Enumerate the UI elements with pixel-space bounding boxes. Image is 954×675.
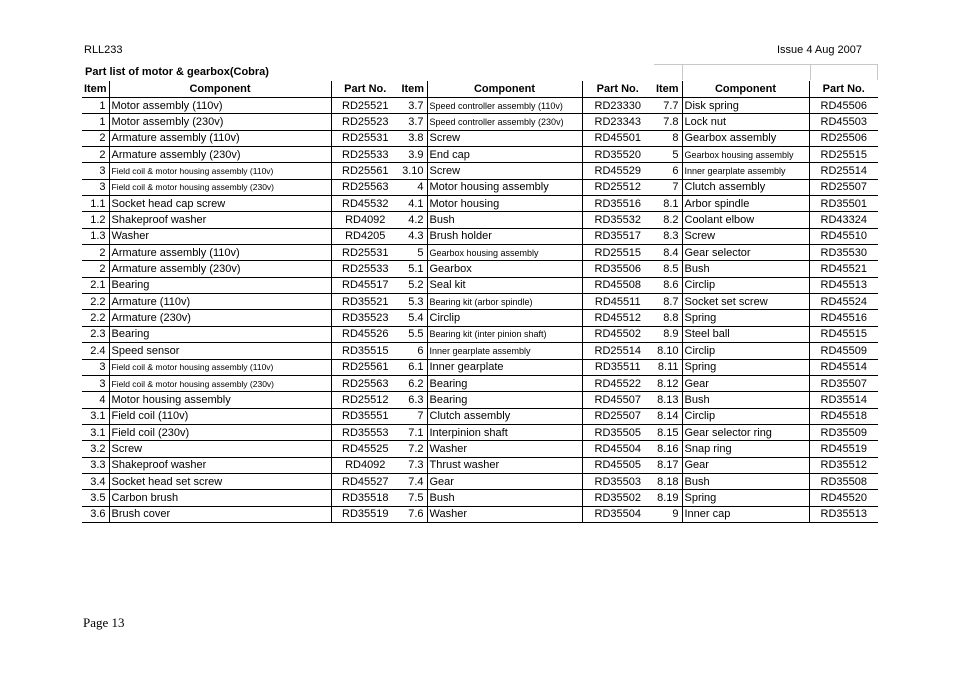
component-cell: Screw — [427, 130, 582, 146]
component-cell: Shakeproof washer — [109, 457, 331, 473]
component-cell: Screw — [109, 441, 331, 457]
item-cell: 3 — [82, 179, 109, 195]
part-number-cell: RD45502 — [582, 326, 653, 342]
empty-cell-divider — [682, 64, 683, 80]
component-cell: Thrust washer — [427, 457, 582, 473]
part-number-cell: RD43324 — [809, 212, 878, 228]
part-number-cell: RD45505 — [582, 457, 653, 473]
component-cell: Gearbox — [427, 261, 582, 277]
item-cell: 3 — [82, 359, 109, 375]
part-number-cell: RD4092 — [331, 457, 399, 473]
table-row — [82, 163, 878, 179]
part-number-cell: RD45501 — [582, 130, 653, 146]
item-cell: 8 — [653, 130, 682, 146]
item-cell: 2 — [82, 245, 109, 261]
part-number-cell: RD25515 — [582, 245, 653, 261]
part-number-cell: RD25523 — [331, 114, 399, 130]
part-number-cell: RD25515 — [809, 147, 878, 163]
part-number-cell: RD45519 — [809, 441, 878, 457]
part-number-cell: RD45503 — [809, 114, 878, 130]
item-cell: 8.4 — [653, 245, 682, 261]
table-row — [82, 343, 878, 359]
component-cell: Inner cap — [682, 506, 809, 522]
part-number-cell: RD45522 — [582, 375, 653, 391]
column-header-component: Component — [427, 81, 582, 98]
component-cell: Armature assembly (110v) — [109, 245, 331, 261]
component-cell: Speed sensor — [109, 343, 331, 359]
item-cell: 8.12 — [653, 375, 682, 391]
part-number-cell: RD35513 — [809, 506, 878, 522]
item-cell: 3.9 — [399, 147, 427, 163]
part-number-cell: RD45512 — [582, 310, 653, 326]
component-cell: Armature assembly (230v) — [109, 261, 331, 277]
component-cell: Washer — [109, 228, 331, 244]
part-number-cell: RD35521 — [331, 294, 399, 310]
component-cell: Motor housing assembly — [109, 392, 331, 408]
parts-table-body — [82, 98, 878, 523]
part-number-cell: RD35503 — [582, 473, 653, 489]
item-cell: 2.3 — [82, 326, 109, 342]
component-cell: Bush — [682, 392, 809, 408]
component-cell: Clutch assembly — [427, 408, 582, 424]
component-cell: Bearing — [109, 277, 331, 293]
table-title: Part list of motor & gearbox(Cobra) — [85, 66, 269, 78]
item-cell: 6.1 — [399, 359, 427, 375]
part-number-cell: RD45509 — [809, 343, 878, 359]
item-cell: 1.2 — [82, 212, 109, 228]
part-number-cell: RD25563 — [331, 179, 399, 195]
item-cell: 9 — [653, 506, 682, 522]
component-cell: Carbon brush — [109, 490, 331, 506]
item-cell: 2.2 — [82, 310, 109, 326]
component-cell: Interpinion shaft — [427, 424, 582, 440]
item-cell: 7.3 — [399, 457, 427, 473]
part-number-cell: RD25561 — [331, 359, 399, 375]
table-row — [82, 506, 878, 522]
column-header-item: Item — [399, 81, 427, 98]
component-cell: Motor housing — [427, 196, 582, 212]
component-cell: Washer — [427, 506, 582, 522]
component-cell: Screw — [682, 228, 809, 244]
component-cell: Disk spring — [682, 98, 809, 114]
table-row — [82, 359, 878, 375]
component-cell: End cap — [427, 147, 582, 163]
part-number-cell: RD25531 — [331, 245, 399, 261]
item-cell: 2.4 — [82, 343, 109, 359]
component-cell: Bearing — [427, 375, 582, 391]
parts-table — [82, 81, 878, 523]
table-row — [82, 179, 878, 195]
component-cell: Bearing kit (arbor spindle) — [427, 294, 582, 310]
item-cell: 5.1 — [399, 261, 427, 277]
component-cell: Bearing — [109, 326, 331, 342]
component-cell: Socket head set screw — [109, 473, 331, 489]
column-header-component: Component — [109, 81, 331, 98]
part-number-cell: RD45529 — [582, 163, 653, 179]
part-number-cell: RD25506 — [809, 130, 878, 146]
item-cell: 7.6 — [399, 506, 427, 522]
item-cell: 7.8 — [653, 114, 682, 130]
component-cell: Shakeproof washer — [109, 212, 331, 228]
item-cell: 8.16 — [653, 441, 682, 457]
document-code: RLL233 — [84, 44, 123, 56]
part-number-cell: RD45513 — [809, 277, 878, 293]
component-cell: Bearing — [427, 392, 582, 408]
item-cell: 3.3 — [82, 457, 109, 473]
component-cell: Gear — [682, 457, 809, 473]
table-row — [82, 490, 878, 506]
table-row — [82, 457, 878, 473]
item-cell: 8.11 — [653, 359, 682, 375]
part-number-cell: RD45511 — [582, 294, 653, 310]
part-number-cell: RD45510 — [809, 228, 878, 244]
item-cell: 5.2 — [399, 277, 427, 293]
component-cell: Steel ball — [682, 326, 809, 342]
component-cell: Speed controller assembly (110v) — [427, 98, 582, 114]
part-number-cell: RD35505 — [582, 424, 653, 440]
column-header-part-no: Part No. — [331, 81, 399, 98]
part-number-cell: RD45521 — [809, 261, 878, 277]
column-header-part-no: Part No. — [809, 81, 878, 98]
part-number-cell: RD23330 — [582, 98, 653, 114]
component-cell: Armature (110v) — [109, 294, 331, 310]
item-cell: 8.1 — [653, 196, 682, 212]
item-cell: 1.3 — [82, 228, 109, 244]
item-cell: 7 — [653, 179, 682, 195]
component-cell: Screw — [427, 163, 582, 179]
part-number-cell: RD25512 — [331, 392, 399, 408]
item-cell: 5 — [399, 245, 427, 261]
component-cell: Field coil & motor housing assembly (110v) — [109, 163, 331, 179]
component-cell: Inner gearplate assembly — [682, 163, 809, 179]
component-cell: Gearbox housing assembly — [427, 245, 582, 261]
component-cell: Circlip — [682, 343, 809, 359]
component-cell: Circlip — [682, 408, 809, 424]
part-number-cell: RD35518 — [331, 490, 399, 506]
part-number-cell: RD25531 — [331, 130, 399, 146]
component-cell: Bush — [682, 261, 809, 277]
item-cell: 8.17 — [653, 457, 682, 473]
item-cell: 3.7 — [399, 114, 427, 130]
table-row — [82, 114, 878, 130]
part-number-cell: RD35516 — [582, 196, 653, 212]
component-cell: Bush — [682, 473, 809, 489]
part-number-cell: RD25563 — [331, 375, 399, 391]
part-number-cell: RD45516 — [809, 310, 878, 326]
table-row — [82, 392, 878, 408]
component-cell: Washer — [427, 441, 582, 457]
item-cell: 2 — [82, 130, 109, 146]
issue-date: Issue 4 Aug 2007 — [776, 44, 862, 56]
item-cell: 3.6 — [82, 506, 109, 522]
component-cell: Spring — [682, 490, 809, 506]
part-number-cell: RD35553 — [331, 424, 399, 440]
item-cell: 2.2 — [82, 294, 109, 310]
item-cell: 3.7 — [399, 98, 427, 114]
item-cell: 4.2 — [399, 212, 427, 228]
part-number-cell: RD35520 — [582, 147, 653, 163]
item-cell: 3 — [82, 375, 109, 391]
part-number-cell: RD25507 — [809, 179, 878, 195]
item-cell: 2 — [82, 261, 109, 277]
item-cell: 3.5 — [82, 490, 109, 506]
component-cell: Motor assembly (230v) — [109, 114, 331, 130]
item-cell: 1.1 — [82, 196, 109, 212]
part-number-cell: RD35511 — [582, 359, 653, 375]
component-cell: Coolant elbow — [682, 212, 809, 228]
item-cell: 6 — [653, 163, 682, 179]
table-row — [82, 261, 878, 277]
column-header-component: Component — [682, 81, 809, 98]
part-number-cell: RD45515 — [809, 326, 878, 342]
part-number-cell: RD35508 — [809, 473, 878, 489]
table-row — [82, 130, 878, 146]
item-cell: 3.1 — [82, 424, 109, 440]
item-cell: 6 — [399, 343, 427, 359]
part-number-cell: RD45525 — [331, 441, 399, 457]
component-cell: Armature assembly (230v) — [109, 147, 331, 163]
part-number-cell: RD35517 — [582, 228, 653, 244]
part-number-cell: RD25514 — [809, 163, 878, 179]
item-cell: 7.1 — [399, 424, 427, 440]
item-cell: 8.3 — [653, 228, 682, 244]
item-cell: 8.10 — [653, 343, 682, 359]
part-number-cell: RD4092 — [331, 212, 399, 228]
item-cell: 4 — [82, 392, 109, 408]
part-number-cell: RD25514 — [582, 343, 653, 359]
part-number-cell: RD25521 — [331, 98, 399, 114]
item-cell: 7.4 — [399, 473, 427, 489]
item-cell: 3.4 — [82, 473, 109, 489]
part-number-cell: RD45504 — [582, 441, 653, 457]
part-number-cell: RD35515 — [331, 343, 399, 359]
part-number-cell: RD25533 — [331, 261, 399, 277]
part-number-cell: RD45527 — [331, 473, 399, 489]
component-cell: Gearbox housing assembly — [682, 147, 809, 163]
part-number-cell: RD25561 — [331, 163, 399, 179]
column-header-item: Item — [82, 81, 109, 98]
table-header-row — [82, 81, 878, 98]
component-cell: Lock nut — [682, 114, 809, 130]
table-row — [82, 228, 878, 244]
item-cell: 8.5 — [653, 261, 682, 277]
table-row — [82, 375, 878, 391]
component-cell: Speed controller assembly (230v) — [427, 114, 582, 130]
component-cell: Gear — [427, 473, 582, 489]
component-cell: Circlip — [427, 310, 582, 326]
part-number-cell: RD45506 — [809, 98, 878, 114]
part-number-cell: RD35519 — [331, 506, 399, 522]
part-number-cell: RD35514 — [809, 392, 878, 408]
part-number-cell: RD25533 — [331, 147, 399, 163]
component-cell: Armature assembly (110v) — [109, 130, 331, 146]
item-cell: 5.5 — [399, 326, 427, 342]
item-cell: 1 — [82, 98, 109, 114]
part-number-cell: RD35532 — [582, 212, 653, 228]
item-cell: 5.4 — [399, 310, 427, 326]
component-cell: Clutch assembly — [682, 179, 809, 195]
item-cell: 5 — [653, 147, 682, 163]
part-number-cell: RD35530 — [809, 245, 878, 261]
part-number-cell: RD35512 — [809, 457, 878, 473]
part-number-cell: RD45520 — [809, 490, 878, 506]
table-row — [82, 326, 878, 342]
component-cell: Bush — [427, 212, 582, 228]
item-cell: 7.2 — [399, 441, 427, 457]
item-cell: 2.1 — [82, 277, 109, 293]
item-cell: 6.3 — [399, 392, 427, 408]
item-cell: 8.7 — [653, 294, 682, 310]
part-number-cell: RD35551 — [331, 408, 399, 424]
part-number-cell: RD45507 — [582, 392, 653, 408]
item-cell: 5.3 — [399, 294, 427, 310]
component-cell: Field coil & motor housing assembly (110v) — [109, 359, 331, 375]
part-number-cell: RD35504 — [582, 506, 653, 522]
component-cell: Field coil (230v) — [109, 424, 331, 440]
item-cell: 8.14 — [653, 408, 682, 424]
table-row — [82, 408, 878, 424]
table-row — [82, 473, 878, 489]
part-number-cell: RD45518 — [809, 408, 878, 424]
item-cell: 8.2 — [653, 212, 682, 228]
item-cell: 4.1 — [399, 196, 427, 212]
table-row — [82, 310, 878, 326]
part-number-cell: RD45508 — [582, 277, 653, 293]
component-cell: Bush — [427, 490, 582, 506]
item-cell: 1 — [82, 114, 109, 130]
component-cell: Gear — [682, 375, 809, 391]
part-number-cell: RD25507 — [582, 408, 653, 424]
item-cell: 7.7 — [653, 98, 682, 114]
component-cell: Gear selector ring — [682, 424, 809, 440]
item-cell: 7.5 — [399, 490, 427, 506]
part-number-cell: RD45532 — [331, 196, 399, 212]
item-cell: 4 — [399, 179, 427, 195]
table-row — [82, 277, 878, 293]
item-cell: 8.8 — [653, 310, 682, 326]
component-cell: Armature (230v) — [109, 310, 331, 326]
component-cell: Circlip — [682, 277, 809, 293]
part-number-cell: RD35523 — [331, 310, 399, 326]
part-number-cell: RD35501 — [809, 196, 878, 212]
component-cell: Snap ring — [682, 441, 809, 457]
part-number-cell: RD35507 — [809, 375, 878, 391]
item-cell: 6.2 — [399, 375, 427, 391]
part-number-cell: RD4205 — [331, 228, 399, 244]
item-cell: 3.1 — [82, 408, 109, 424]
item-cell: 8.9 — [653, 326, 682, 342]
component-cell: Socket head cap screw — [109, 196, 331, 212]
item-cell: 2 — [82, 147, 109, 163]
item-cell: 8.18 — [653, 473, 682, 489]
table-row — [82, 98, 878, 114]
part-number-cell: RD25512 — [582, 179, 653, 195]
table-row — [82, 424, 878, 440]
part-number-cell: RD45517 — [331, 277, 399, 293]
table-row — [82, 212, 878, 228]
part-number-cell: RD35506 — [582, 261, 653, 277]
item-cell: 8.19 — [653, 490, 682, 506]
component-cell: Field coil & motor housing assembly (230v) — [109, 375, 331, 391]
part-number-cell: RD45526 — [331, 326, 399, 342]
item-cell: 3.10 — [399, 163, 427, 179]
empty-header-cells — [654, 64, 878, 80]
table-row — [82, 245, 878, 261]
component-cell: Bearing kit (inter pinion shaft) — [427, 326, 582, 342]
component-cell: Field coil (110v) — [109, 408, 331, 424]
component-cell: Field coil & motor housing assembly (230v) — [109, 179, 331, 195]
table-row — [82, 147, 878, 163]
component-cell: Gearbox assembly — [682, 130, 809, 146]
table-row — [82, 196, 878, 212]
part-number-cell: RD23343 — [582, 114, 653, 130]
component-cell: Inner gearplate assembly — [427, 343, 582, 359]
component-cell: Gear selector — [682, 245, 809, 261]
component-cell: Motor housing assembly — [427, 179, 582, 195]
item-cell: 8.13 — [653, 392, 682, 408]
component-cell: Brush holder — [427, 228, 582, 244]
component-cell: Spring — [682, 310, 809, 326]
component-cell: Brush cover — [109, 506, 331, 522]
part-number-cell: RD45514 — [809, 359, 878, 375]
item-cell: 7 — [399, 408, 427, 424]
table-row — [82, 294, 878, 310]
item-cell: 3 — [82, 163, 109, 179]
component-cell: Motor assembly (110v) — [109, 98, 331, 114]
item-cell: 4.3 — [399, 228, 427, 244]
component-cell: Inner gearplate — [427, 359, 582, 375]
item-cell: 3.8 — [399, 130, 427, 146]
component-cell: Socket set screw — [682, 294, 809, 310]
column-header-item: Item — [653, 81, 682, 98]
page-number: Page 13 — [83, 615, 125, 630]
component-cell: Spring — [682, 359, 809, 375]
item-cell: 3.2 — [82, 441, 109, 457]
item-cell: 8.15 — [653, 424, 682, 440]
component-cell: Seal kit — [427, 277, 582, 293]
item-cell: 8.6 — [653, 277, 682, 293]
column-header-part-no: Part No. — [582, 81, 653, 98]
part-number-cell: RD35509 — [809, 424, 878, 440]
part-number-cell: RD35502 — [582, 490, 653, 506]
part-number-cell: RD45524 — [809, 294, 878, 310]
table-row — [82, 441, 878, 457]
component-cell: Arbor spindle — [682, 196, 809, 212]
empty-cell-divider — [810, 64, 811, 80]
